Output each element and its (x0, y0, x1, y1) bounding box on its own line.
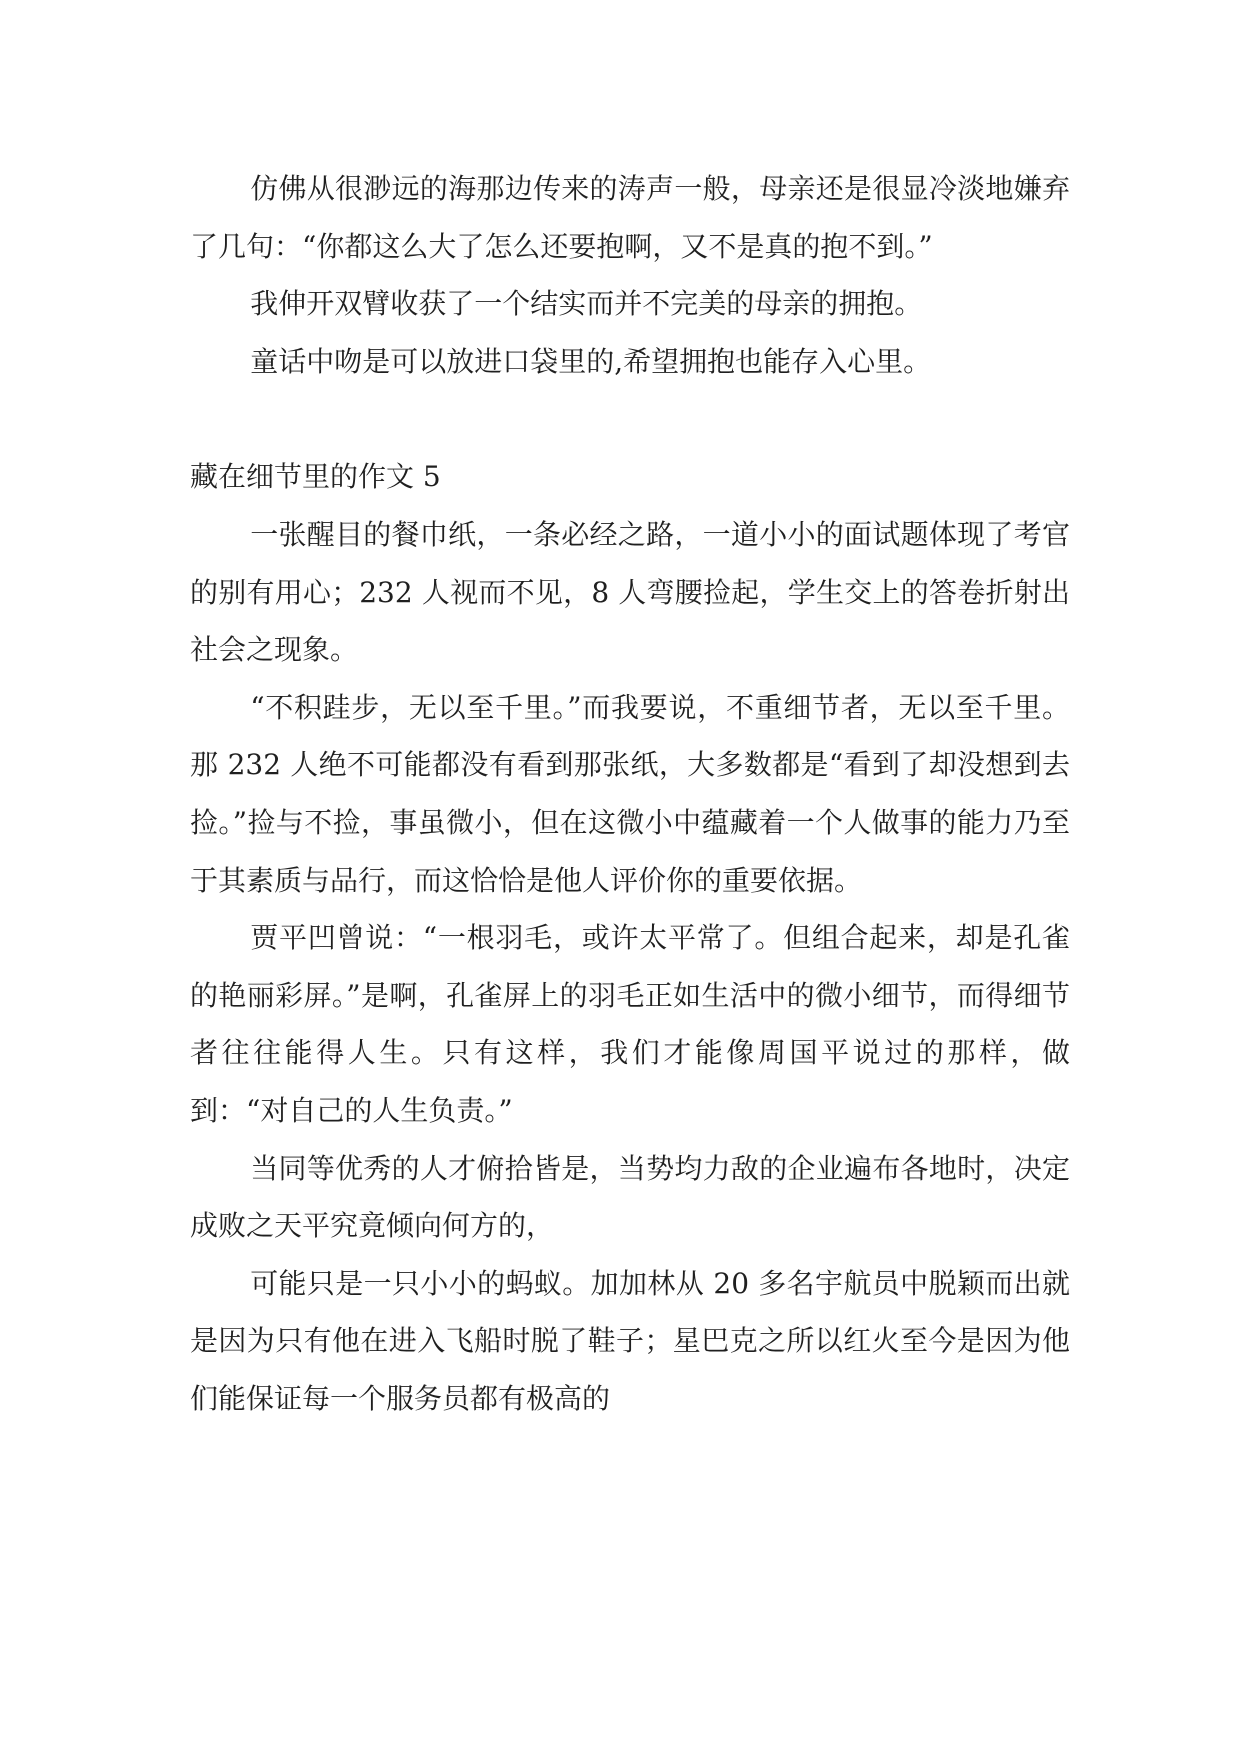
paragraph: “不积跬步，无以至千里。”而我要说，不重细节者，无以至千里。那 232 人绝不可能都没有看到那张纸，大多数都是“看到了却没想到去捡。”捡与不捡，事虽微小，但在这微小中蕴藏着一个人做事的能力乃至于其素质与品行，而这恰恰是他人评价你的重要依据。 (190, 690, 1070, 897)
document-body (190, 160, 1070, 1427)
paragraph: 仿佛从很渺远的海那边传来的涛声一般，母亲还是很显冷淡地嫌弃了几句：“你都这么大了怎么还要抱啊，又不是真的抱不到。” (190, 172, 1070, 263)
paragraph: 我伸开双臂收获了一个结实而并不完美的母亲的拥抱。 (250, 287, 923, 321)
paragraph: 贾平凹曾说：“一根羽毛，或许太平常了。但组合起来，却是孔雀的艳丽彩屏。”是啊，孔雀屏上的羽毛正如生活中的微小细节，而得细节者往往能得人生。只有这样，我们才能像周国平说过的那样，做到：“对自己的人生负责。” (190, 921, 1070, 1127)
paragraph: 童话中吻是可以放进口袋里的,希望拥抱也能存入心里。 (250, 344, 932, 378)
paragraph: 当同等优秀的人才俯拾皆是，当势均力敌的企业遍布各地时，决定成败之天平究竟倾向何方的， (190, 1151, 1070, 1243)
paragraph: 一张醒目的餐巾纸，一条必经之路，一道小小的面试题体现了考官的别有用心；232 人视而不见，8 人弯腰捡起，学生交上的答卷折射出社会之现象。 (190, 517, 1070, 667)
paragraph: 可能只是一只小小的蚂蚁。加加林从 20 多名宇航员中脱颖而出就是因为只有他在进入飞船时脱了鞋子；星巴克之所以红火至今是因为他们能保证每一个服务员都有极高的 (190, 1266, 1070, 1415)
section-heading: 藏在细节里的作文 5 (190, 460, 441, 494)
